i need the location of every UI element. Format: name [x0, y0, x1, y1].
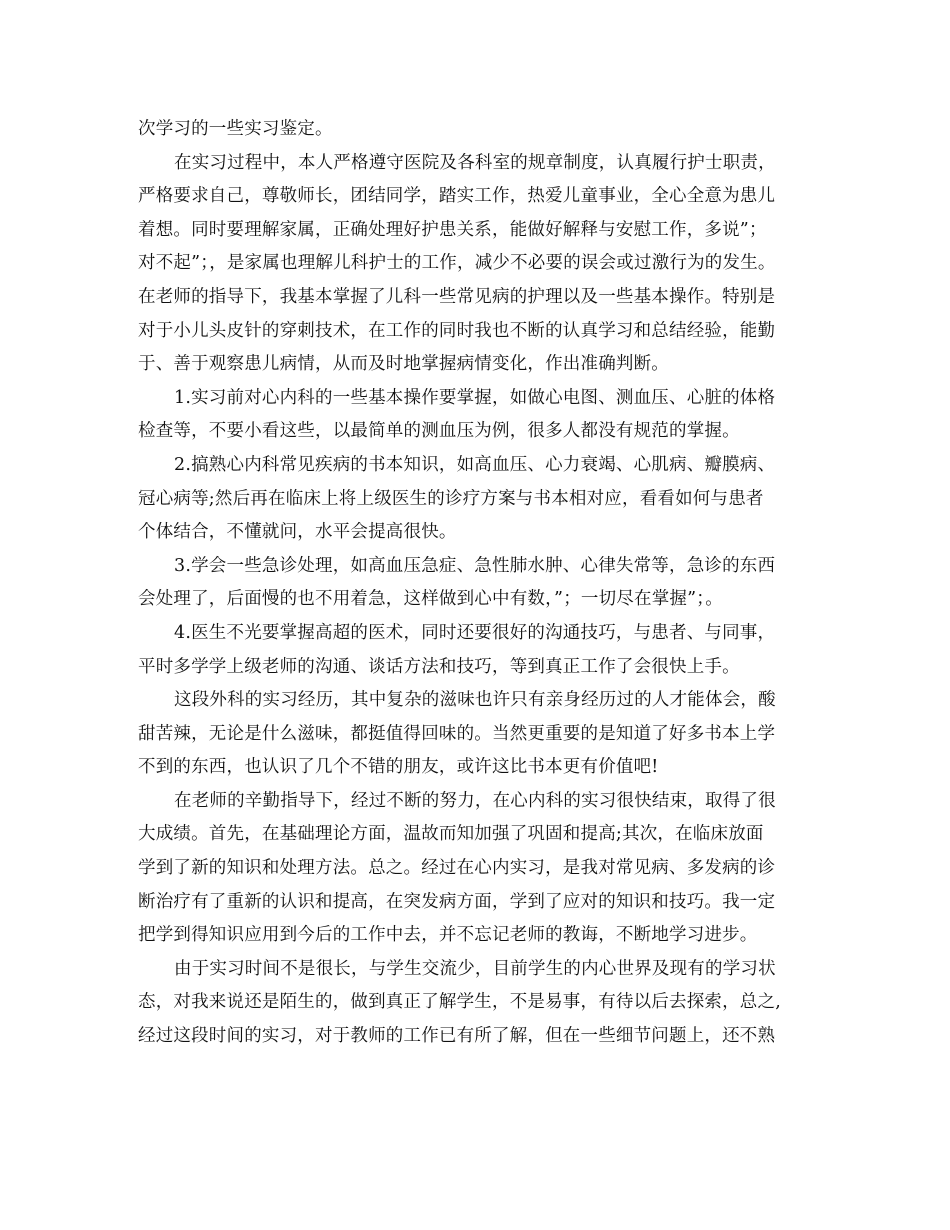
text-line: 不到的东西，也认识了几个不错的朋友，或许这比书本更有价值吧!: [138, 757, 659, 778]
text-line: 甜苦辣，无论是什么滋味，都挺值得回味的。当然更重要的是知道了好多书本上学: [138, 723, 776, 744]
text-line: 学到了新的知识和处理方法。总之。经过在心内实习，是我对常见病、多发病的诊: [138, 858, 776, 879]
document-body: [138, 113, 828, 1054]
text-line: 断治疗有了重新的认识和提高，在突发病方面，学到了应对的知识和技巧。我一定: [138, 891, 776, 912]
text-line: 检查等，不要小看这些，以最简单的测血压为例，很多人都没有规范的掌握。: [138, 421, 740, 442]
text-line: 4.医生不光要掌握高超的医术，同时还要很好的沟通技巧，与患者、与同事，: [174, 622, 776, 643]
text-line: 在老师的指导下，我基本掌握了儿科一些常见病的护理以及一些基本操作。特别是: [138, 286, 776, 307]
text-line: 会处理了，后面慢的也不用着急，这样做到心中有数，”；一切尽在掌握”；。: [138, 589, 723, 610]
text-line: 对不起”；，是家属也理解儿科护士的工作，减少不必要的误会或过激行为的发生。: [138, 253, 776, 274]
text-line: 1.实习前对心内科的一些基本操作要掌握，如做心电图、测血压、心脏的体格: [174, 387, 776, 408]
text-line: 严格要求自己，尊敬师长，团结同学，踏实工作，热爱儿童事业，全心全意为患儿: [138, 186, 776, 207]
text-line: 平时多学学上级老师的沟通、谈话方法和技巧，等到真正工作了会很快上手。: [138, 656, 740, 677]
text-line: 在实习过程中，本人严格遵守医院及各科室的规章制度，认真履行护士职责，: [174, 152, 776, 173]
text-line: 对于小儿头皮针的穿刺技术，在工作的同时我也不断的认真学习和总结经验，能勤: [138, 320, 776, 341]
text-line: 这段外科的实习经历，其中复杂的滋味也许只有亲身经历过的人才能体会，酸: [174, 690, 776, 711]
text-line: 由于实习时间不是很长，与学生交流少，目前学生的内心世界及现有的学习状: [174, 958, 776, 979]
text-line: 经过这段时间的实习，对于教师的工作已有所了解，但在一些细节问题上，还不熟: [138, 1026, 776, 1047]
text-line: 在老师的辛勤指导下，经过不断的努力，在心内科的实习很快结束，取得了很: [174, 790, 776, 811]
text-line: 次学习的一些实习鉴定。: [138, 119, 333, 139]
text-line: 2.搞熟心内科常见疾病的书本知识，如高血压、心力衰竭、心肌病、瓣膜病、: [174, 454, 776, 475]
text-line: 把学到得知识应用到今后的工作中去，并不忘记老师的教诲，不断地学习进步。: [138, 925, 758, 946]
text-line: 态，对我来说还是陌生的，做到真正了解学生，不是易事，有待以后去探索，总之,: [138, 992, 781, 1013]
text-line: 个体结合，不懂就问，水平会提高很快。: [138, 522, 457, 543]
text-line: 冠心病等;然后再在临床上将上级医生的诊疗方案与书本相对应，看看如何与患者: [138, 488, 764, 509]
text-line: 大成绩。首先，在基础理论方面，温故而知加强了巩固和提高;其次，在临床放面: [138, 824, 764, 845]
text-line: 于、善于观察患儿病情，从而及时地掌握病情变化，作出准确判断。: [138, 354, 669, 375]
text-line: 着想。同时要理解家属，正确处理好护患关系，能做好解释与安慰工作，多说”；: [138, 219, 767, 240]
text-line: 3.学会一些急诊处理，如高血压急症、急性肺水肿、心律失常等，急诊的东西: [174, 555, 776, 576]
